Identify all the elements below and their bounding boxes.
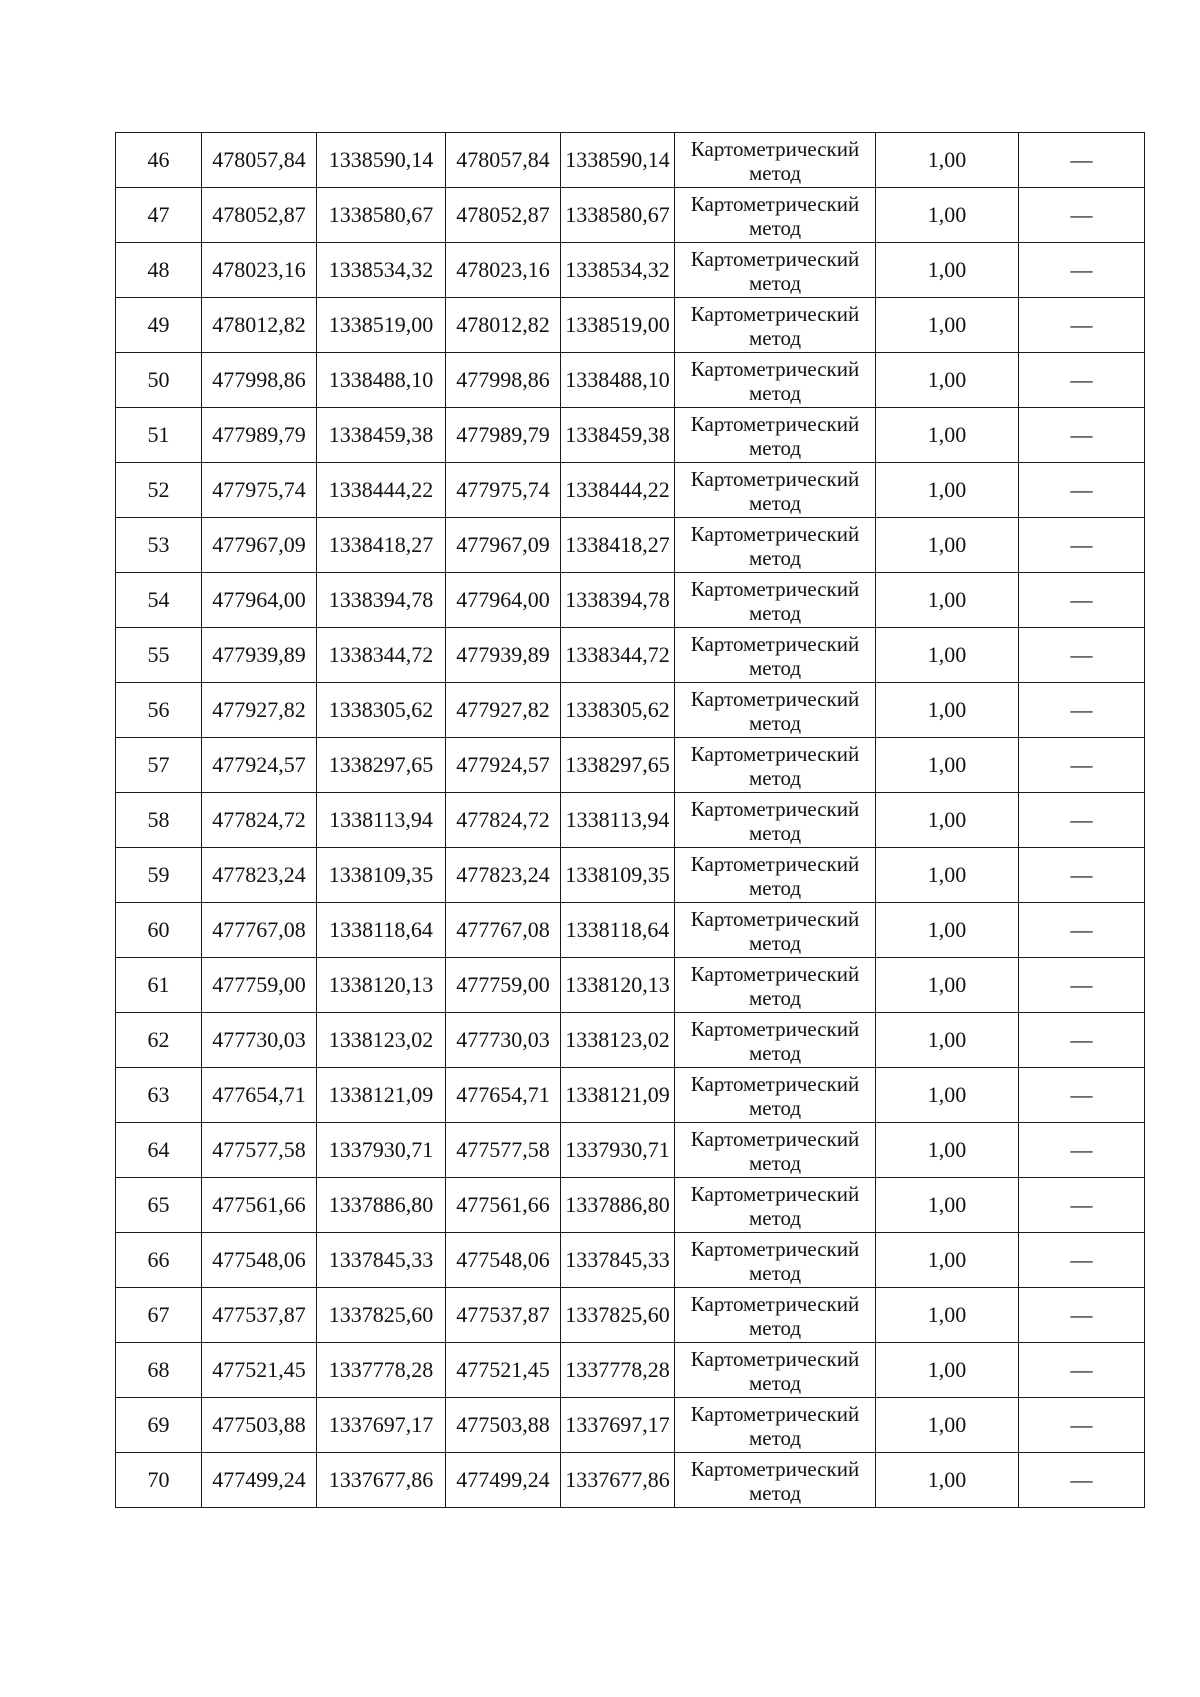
note-cell: —	[1019, 243, 1145, 298]
table-row	[116, 958, 1145, 1013]
accuracy-cell: 1,00	[876, 518, 1019, 573]
point-number-cell: 70	[116, 1453, 202, 1508]
method-cell	[675, 1233, 876, 1288]
existing-x-cell: 478057,84	[202, 133, 317, 188]
table-row	[116, 408, 1145, 463]
existing-x-cell: 477654,71	[202, 1068, 317, 1123]
table-row	[116, 683, 1145, 738]
table-row	[116, 188, 1145, 243]
note-cell: —	[1019, 408, 1145, 463]
note-cell: —	[1019, 353, 1145, 408]
updated-x-cell: 477503,88	[446, 1398, 561, 1453]
point-number-cell: 54	[116, 573, 202, 628]
existing-y-cell: 1338394,78	[317, 573, 446, 628]
note-cell: —	[1019, 903, 1145, 958]
existing-y-cell: 1338109,35	[317, 848, 446, 903]
existing-x-cell: 477561,66	[202, 1178, 317, 1233]
updated-x-cell: 477964,00	[446, 573, 561, 628]
updated-y-cell: 1338305,62	[561, 683, 675, 738]
updated-y-cell: 1338394,78	[561, 573, 675, 628]
accuracy-cell: 1,00	[876, 298, 1019, 353]
updated-x-cell: 477561,66	[446, 1178, 561, 1233]
method-word-1: Картометрический	[690, 1016, 860, 1041]
updated-x-cell: 477521,45	[446, 1343, 561, 1398]
existing-y-cell: 1337677,86	[317, 1453, 446, 1508]
existing-y-cell: 1337778,28	[317, 1343, 446, 1398]
updated-y-cell: 1337778,28	[561, 1343, 675, 1398]
method-word-1: Картометрический	[690, 741, 860, 766]
updated-y-cell: 1337886,80	[561, 1178, 675, 1233]
updated-y-cell: 1338344,72	[561, 628, 675, 683]
method-cell	[675, 1343, 876, 1398]
existing-y-cell: 1338113,94	[317, 793, 446, 848]
updated-x-cell: 477927,82	[446, 683, 561, 738]
updated-y-cell: 1338297,65	[561, 738, 675, 793]
table-row	[116, 298, 1145, 353]
table-row	[116, 243, 1145, 298]
existing-y-cell: 1337845,33	[317, 1233, 446, 1288]
method-word-2: метод	[748, 820, 802, 845]
updated-y-cell: 1338113,94	[561, 793, 675, 848]
note-cell: —	[1019, 958, 1145, 1013]
point-number-cell: 65	[116, 1178, 202, 1233]
accuracy-cell: 1,00	[876, 1013, 1019, 1068]
method-word-1: Картометрический	[690, 466, 860, 491]
method-word-2: метод	[748, 160, 802, 185]
existing-y-cell: 1338305,62	[317, 683, 446, 738]
method-cell	[675, 1288, 876, 1343]
existing-y-cell: 1338459,38	[317, 408, 446, 463]
note-cell: —	[1019, 298, 1145, 353]
point-number-cell: 51	[116, 408, 202, 463]
updated-y-cell: 1337697,17	[561, 1398, 675, 1453]
existing-x-cell: 477759,00	[202, 958, 317, 1013]
updated-x-cell: 478012,82	[446, 298, 561, 353]
point-number-cell: 66	[116, 1233, 202, 1288]
updated-x-cell: 477548,06	[446, 1233, 561, 1288]
existing-y-cell: 1338418,27	[317, 518, 446, 573]
method-word-2: метод	[748, 270, 802, 295]
accuracy-cell: 1,00	[876, 1453, 1019, 1508]
existing-x-cell: 477989,79	[202, 408, 317, 463]
note-cell: —	[1019, 518, 1145, 573]
method-cell	[675, 133, 876, 188]
note-cell: —	[1019, 793, 1145, 848]
note-cell: —	[1019, 1343, 1145, 1398]
point-number-cell: 63	[116, 1068, 202, 1123]
existing-y-cell: 1338580,67	[317, 188, 446, 243]
method-word-1: Картометрический	[690, 1346, 860, 1371]
method-cell	[675, 628, 876, 683]
updated-x-cell: 477989,79	[446, 408, 561, 463]
updated-x-cell: 477730,03	[446, 1013, 561, 1068]
note-cell: —	[1019, 683, 1145, 738]
updated-x-cell: 478057,84	[446, 133, 561, 188]
method-word-2: метод	[748, 655, 802, 680]
updated-y-cell: 1338418,27	[561, 518, 675, 573]
existing-x-cell: 477939,89	[202, 628, 317, 683]
existing-y-cell: 1338120,13	[317, 958, 446, 1013]
table-row	[116, 628, 1145, 683]
table-row	[116, 1178, 1145, 1233]
table-row	[116, 1453, 1145, 1508]
point-number-cell: 46	[116, 133, 202, 188]
note-cell: —	[1019, 628, 1145, 683]
method-word-1: Картометрический	[690, 631, 860, 656]
method-word-2: метод	[748, 1095, 802, 1120]
existing-y-cell: 1338121,09	[317, 1068, 446, 1123]
method-word-1: Картометрический	[690, 906, 860, 931]
table-row	[116, 573, 1145, 628]
method-word-2: метод	[748, 1150, 802, 1175]
method-word-1: Картометрический	[690, 576, 860, 601]
accuracy-cell: 1,00	[876, 1068, 1019, 1123]
method-cell	[675, 958, 876, 1013]
method-cell	[675, 1453, 876, 1508]
note-cell: —	[1019, 738, 1145, 793]
accuracy-cell: 1,00	[876, 1233, 1019, 1288]
point-number-cell: 61	[116, 958, 202, 1013]
method-word-2: метод	[748, 435, 802, 460]
method-word-2: метод	[748, 325, 802, 350]
method-word-2: метод	[748, 1370, 802, 1395]
note-cell: —	[1019, 1123, 1145, 1178]
updated-x-cell: 477824,72	[446, 793, 561, 848]
note-cell: —	[1019, 1068, 1145, 1123]
existing-x-cell: 478052,87	[202, 188, 317, 243]
table-row	[116, 848, 1145, 903]
method-word-2: метод	[748, 490, 802, 515]
method-cell	[675, 903, 876, 958]
existing-x-cell: 477967,09	[202, 518, 317, 573]
point-number-cell: 53	[116, 518, 202, 573]
method-cell	[675, 353, 876, 408]
updated-x-cell: 477823,24	[446, 848, 561, 903]
updated-y-cell: 1338444,22	[561, 463, 675, 518]
method-word-1: Картометрический	[690, 301, 860, 326]
method-cell	[675, 573, 876, 628]
table-row	[116, 1233, 1145, 1288]
note-cell: —	[1019, 1013, 1145, 1068]
method-cell	[675, 1398, 876, 1453]
accuracy-cell: 1,00	[876, 408, 1019, 463]
accuracy-cell: 1,00	[876, 1343, 1019, 1398]
accuracy-cell: 1,00	[876, 738, 1019, 793]
method-word-1: Картометрический	[690, 246, 860, 271]
existing-x-cell: 477998,86	[202, 353, 317, 408]
note-cell: —	[1019, 573, 1145, 628]
method-cell	[675, 1178, 876, 1233]
updated-x-cell: 477654,71	[446, 1068, 561, 1123]
existing-y-cell: 1338118,64	[317, 903, 446, 958]
method-cell	[675, 1123, 876, 1178]
method-word-2: метод	[748, 710, 802, 735]
existing-y-cell: 1337930,71	[317, 1123, 446, 1178]
table-row	[116, 133, 1145, 188]
existing-y-cell: 1338590,14	[317, 133, 446, 188]
existing-x-cell: 477537,87	[202, 1288, 317, 1343]
updated-y-cell: 1338123,02	[561, 1013, 675, 1068]
method-word-2: метод	[748, 215, 802, 240]
method-cell	[675, 683, 876, 738]
updated-y-cell: 1338580,67	[561, 188, 675, 243]
existing-x-cell: 477499,24	[202, 1453, 317, 1508]
table-row	[116, 1398, 1145, 1453]
accuracy-cell: 1,00	[876, 1123, 1019, 1178]
existing-y-cell: 1337825,60	[317, 1288, 446, 1343]
method-word-1: Картометрический	[690, 1456, 860, 1481]
existing-x-cell: 477927,82	[202, 683, 317, 738]
updated-x-cell: 477759,00	[446, 958, 561, 1013]
existing-y-cell: 1338123,02	[317, 1013, 446, 1068]
existing-x-cell: 477521,45	[202, 1343, 317, 1398]
updated-y-cell: 1337845,33	[561, 1233, 675, 1288]
accuracy-cell: 1,00	[876, 958, 1019, 1013]
method-word-2: метод	[748, 930, 802, 955]
method-cell	[675, 463, 876, 518]
point-number-cell: 52	[116, 463, 202, 518]
point-number-cell: 64	[116, 1123, 202, 1178]
existing-y-cell: 1338519,00	[317, 298, 446, 353]
method-word-2: метод	[748, 1480, 802, 1505]
existing-x-cell: 477964,00	[202, 573, 317, 628]
method-word-2: метод	[748, 765, 802, 790]
updated-y-cell: 1338534,32	[561, 243, 675, 298]
existing-x-cell: 478023,16	[202, 243, 317, 298]
table-row	[116, 1288, 1145, 1343]
updated-x-cell: 478023,16	[446, 243, 561, 298]
method-word-1: Картометрический	[690, 521, 860, 546]
point-number-cell: 62	[116, 1013, 202, 1068]
existing-x-cell: 477975,74	[202, 463, 317, 518]
updated-y-cell: 1338459,38	[561, 408, 675, 463]
method-word-2: метод	[748, 1425, 802, 1450]
existing-y-cell: 1338297,65	[317, 738, 446, 793]
method-word-1: Картометрический	[690, 961, 860, 986]
table-row	[116, 738, 1145, 793]
updated-y-cell: 1338120,13	[561, 958, 675, 1013]
updated-x-cell: 477924,57	[446, 738, 561, 793]
note-cell: —	[1019, 1453, 1145, 1508]
method-word-1: Картометрический	[690, 356, 860, 381]
accuracy-cell: 1,00	[876, 353, 1019, 408]
accuracy-cell: 1,00	[876, 1178, 1019, 1233]
existing-x-cell: 477767,08	[202, 903, 317, 958]
table-row	[116, 1123, 1145, 1178]
updated-x-cell: 478052,87	[446, 188, 561, 243]
table-row	[116, 1343, 1145, 1398]
method-word-2: метод	[748, 1315, 802, 1340]
table-row	[116, 463, 1145, 518]
method-word-1: Картометрический	[690, 686, 860, 711]
updated-y-cell: 1338488,10	[561, 353, 675, 408]
method-word-1: Картометрический	[690, 411, 860, 436]
method-cell	[675, 848, 876, 903]
method-word-1: Картометрический	[690, 1291, 860, 1316]
table-body	[116, 133, 1145, 1508]
existing-x-cell: 477730,03	[202, 1013, 317, 1068]
method-word-2: метод	[748, 985, 802, 1010]
note-cell: —	[1019, 1288, 1145, 1343]
point-number-cell: 69	[116, 1398, 202, 1453]
updated-x-cell: 477577,58	[446, 1123, 561, 1178]
accuracy-cell: 1,00	[876, 683, 1019, 738]
table-row	[116, 1013, 1145, 1068]
updated-y-cell: 1337677,86	[561, 1453, 675, 1508]
point-number-cell: 58	[116, 793, 202, 848]
updated-y-cell: 1338590,14	[561, 133, 675, 188]
existing-x-cell: 478012,82	[202, 298, 317, 353]
existing-y-cell: 1337886,80	[317, 1178, 446, 1233]
accuracy-cell: 1,00	[876, 1288, 1019, 1343]
method-word-2: метод	[748, 1205, 802, 1230]
method-cell	[675, 738, 876, 793]
point-number-cell: 55	[116, 628, 202, 683]
method-word-2: метод	[748, 380, 802, 405]
note-cell: —	[1019, 133, 1145, 188]
existing-x-cell: 477503,88	[202, 1398, 317, 1453]
updated-y-cell: 1338121,09	[561, 1068, 675, 1123]
accuracy-cell: 1,00	[876, 188, 1019, 243]
point-number-cell: 47	[116, 188, 202, 243]
accuracy-cell: 1,00	[876, 793, 1019, 848]
note-cell: —	[1019, 848, 1145, 903]
existing-x-cell: 477924,57	[202, 738, 317, 793]
updated-x-cell: 477998,86	[446, 353, 561, 408]
table-row	[116, 518, 1145, 573]
existing-y-cell: 1338444,22	[317, 463, 446, 518]
updated-x-cell: 477767,08	[446, 903, 561, 958]
method-cell	[675, 243, 876, 298]
updated-y-cell: 1337825,60	[561, 1288, 675, 1343]
accuracy-cell: 1,00	[876, 903, 1019, 958]
point-number-cell: 67	[116, 1288, 202, 1343]
method-word-1: Картометрический	[690, 136, 860, 161]
coordinates-table	[115, 132, 1145, 1508]
accuracy-cell: 1,00	[876, 1398, 1019, 1453]
method-word-1: Картометрический	[690, 1126, 860, 1151]
method-word-1: Картометрический	[690, 1236, 860, 1261]
updated-x-cell: 477499,24	[446, 1453, 561, 1508]
point-number-cell: 49	[116, 298, 202, 353]
existing-y-cell: 1338488,10	[317, 353, 446, 408]
accuracy-cell: 1,00	[876, 463, 1019, 518]
point-number-cell: 59	[116, 848, 202, 903]
method-word-2: метод	[748, 875, 802, 900]
method-word-2: метод	[748, 1040, 802, 1065]
accuracy-cell: 1,00	[876, 848, 1019, 903]
updated-y-cell: 1338118,64	[561, 903, 675, 958]
method-word-1: Картометрический	[690, 1071, 860, 1096]
updated-x-cell: 477975,74	[446, 463, 561, 518]
existing-x-cell: 477824,72	[202, 793, 317, 848]
table-row	[116, 793, 1145, 848]
existing-x-cell: 477577,58	[202, 1123, 317, 1178]
updated-x-cell: 477537,87	[446, 1288, 561, 1343]
method-cell	[675, 793, 876, 848]
method-word-1: Картометрический	[690, 1401, 860, 1426]
method-word-2: метод	[748, 545, 802, 570]
updated-y-cell: 1338109,35	[561, 848, 675, 903]
method-cell	[675, 408, 876, 463]
method-word-1: Картометрический	[690, 191, 860, 216]
method-word-1: Картометрический	[690, 851, 860, 876]
note-cell: —	[1019, 1178, 1145, 1233]
method-word-2: метод	[748, 600, 802, 625]
method-cell	[675, 1068, 876, 1123]
point-number-cell: 50	[116, 353, 202, 408]
point-number-cell: 57	[116, 738, 202, 793]
table-row	[116, 1068, 1145, 1123]
point-number-cell: 68	[116, 1343, 202, 1398]
point-number-cell: 48	[116, 243, 202, 298]
accuracy-cell: 1,00	[876, 573, 1019, 628]
accuracy-cell: 1,00	[876, 133, 1019, 188]
note-cell: —	[1019, 1233, 1145, 1288]
point-number-cell: 56	[116, 683, 202, 738]
method-word-1: Картометрический	[690, 796, 860, 821]
accuracy-cell: 1,00	[876, 628, 1019, 683]
note-cell: —	[1019, 188, 1145, 243]
note-cell: —	[1019, 463, 1145, 518]
method-cell	[675, 1013, 876, 1068]
table-row	[116, 903, 1145, 958]
method-word-2: метод	[748, 1260, 802, 1285]
existing-x-cell: 477823,24	[202, 848, 317, 903]
note-cell: —	[1019, 1398, 1145, 1453]
updated-x-cell: 477939,89	[446, 628, 561, 683]
updated-y-cell: 1337930,71	[561, 1123, 675, 1178]
existing-y-cell: 1338534,32	[317, 243, 446, 298]
point-number-cell: 60	[116, 903, 202, 958]
method-cell	[675, 298, 876, 353]
accuracy-cell: 1,00	[876, 243, 1019, 298]
updated-x-cell: 477967,09	[446, 518, 561, 573]
existing-y-cell: 1337697,17	[317, 1398, 446, 1453]
existing-x-cell: 477548,06	[202, 1233, 317, 1288]
table-row	[116, 353, 1145, 408]
updated-y-cell: 1338519,00	[561, 298, 675, 353]
method-cell	[675, 518, 876, 573]
existing-y-cell: 1338344,72	[317, 628, 446, 683]
method-word-1: Картометрический	[690, 1181, 860, 1206]
method-cell	[675, 188, 876, 243]
